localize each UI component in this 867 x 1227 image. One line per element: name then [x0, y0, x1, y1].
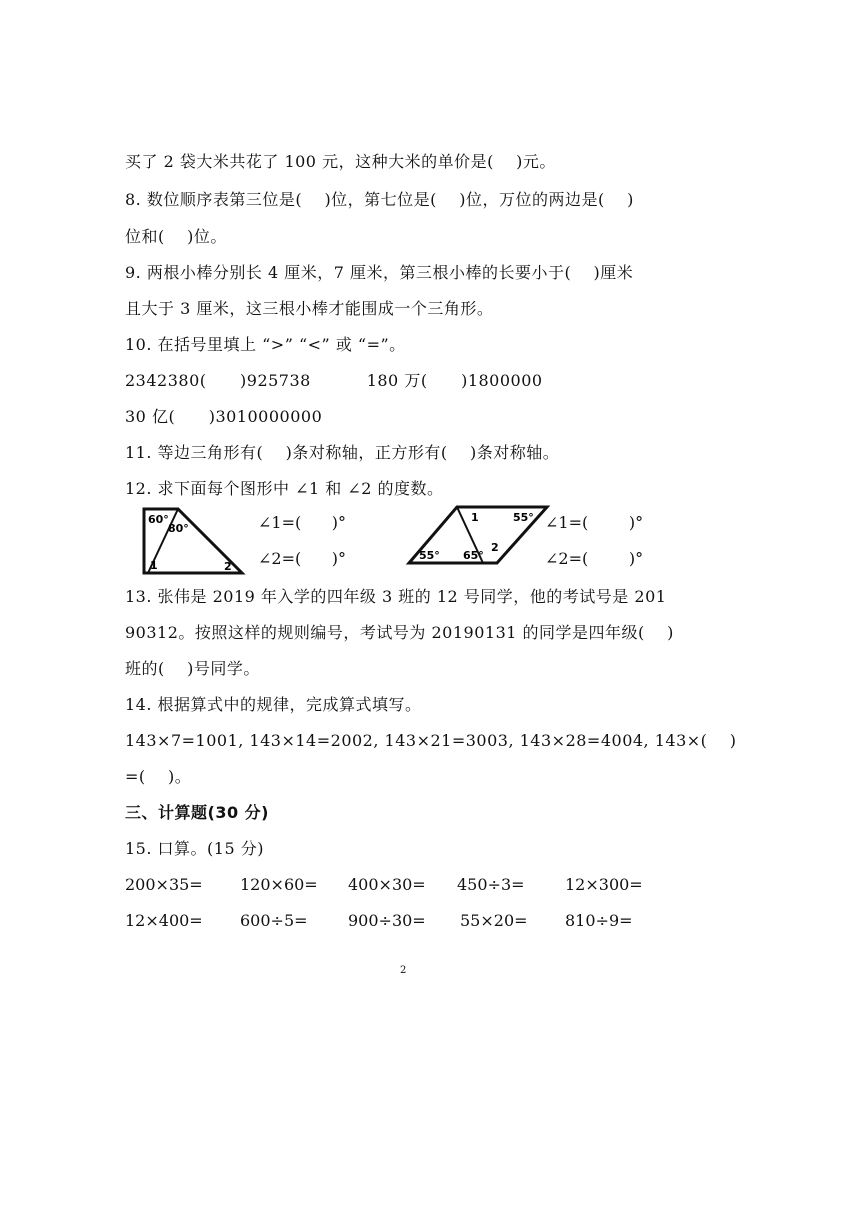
figure-parallelogram: [405, 503, 550, 567]
q14-line1: 143×7=1001, 143×14=2002, 143×21=3003, 143×28=4004, 143×( ): [125, 731, 737, 750]
q10-row1: 2342380( )925738 180 万( )1800000: [125, 371, 543, 390]
q13-line1: 13. 张伟是 2019 年入学的四年级 3 班的 12 号同学，他的考试号是 201: [125, 587, 667, 606]
line-rice: 买了 2 袋大米共花了 100 元，这种大米的单价是( )元。: [125, 152, 556, 171]
calc-1-4: 450÷3=: [457, 875, 525, 894]
fig1-angle-80: 80°: [168, 522, 189, 535]
fig1-label-1: 1: [150, 559, 158, 572]
fig1-label-2: 2: [224, 560, 232, 573]
calc-1-1: 200×35=: [125, 875, 203, 894]
fig1-answer-1: ∠1=( )°: [258, 513, 346, 532]
page-number: 2: [400, 965, 407, 976]
calc-1-2: 120×60=: [240, 875, 318, 894]
fig2-label-1: 1: [471, 511, 479, 524]
fig2-answer-1: ∠1=( )°: [545, 513, 644, 532]
q8-line2: 位和( )位。: [125, 227, 227, 246]
calc-2-5: 810÷9=: [565, 911, 633, 930]
fig2-answer-2: ∠2=( )°: [545, 549, 644, 568]
q13-line2: 90312。按照这样的规则编号，考试号为 20190131 的同学是四年级( ): [125, 623, 674, 642]
calc-2-4: 55×20=: [460, 911, 528, 930]
q10-row2: 30 亿( )3010000000: [125, 407, 323, 426]
q10-title: 10. 在括号里填上 “>” “<” 或 “=”。: [125, 335, 406, 354]
calc-1-5: 12×300=: [565, 875, 643, 894]
calc-2-1: 12×400=: [125, 911, 203, 930]
figure-trapezoid: [138, 505, 248, 577]
q15-title: 15. 口算。(15 分): [125, 839, 264, 858]
calc-2-2: 600÷5=: [240, 911, 308, 930]
q9-line2: 且大于 3 厘米，这三根小棒才能围成一个三角形。: [125, 299, 494, 318]
fig1-angle-60: 60°: [148, 513, 169, 526]
calc-2-3: 900÷30=: [348, 911, 426, 930]
section3-heading: 三、计算题(30 分): [125, 803, 269, 822]
q8-line1: 8. 数位顺序表第三位是( )位，第七位是( )位，万位的两边是( ): [125, 190, 634, 209]
q14-line2: =( )。: [125, 767, 192, 786]
q12-title: 12. 求下面每个图形中 ∠1 和 ∠2 的度数。: [125, 479, 444, 498]
fig2-label-2: 2: [491, 541, 499, 554]
fig1-answer-2: ∠2=( )°: [258, 549, 346, 568]
q11-line: 11. 等边三角形有( )条对称轴，正方形有( )条对称轴。: [125, 443, 560, 462]
q9-line1: 9. 两根小棒分别长 4 厘米，7 厘米，第三根小棒的长要小于( )厘米: [125, 263, 634, 282]
q13-line3: 班的( )号同学。: [125, 659, 260, 678]
calc-1-3: 400×30=: [348, 875, 426, 894]
q14-title: 14. 根据算式中的规律，完成算式填写。: [125, 695, 422, 714]
fig2-angle-55-top: 55°: [513, 511, 534, 524]
fig2-angle-55-left: 55°: [419, 549, 440, 562]
fig2-angle-65: 65°: [463, 549, 484, 562]
